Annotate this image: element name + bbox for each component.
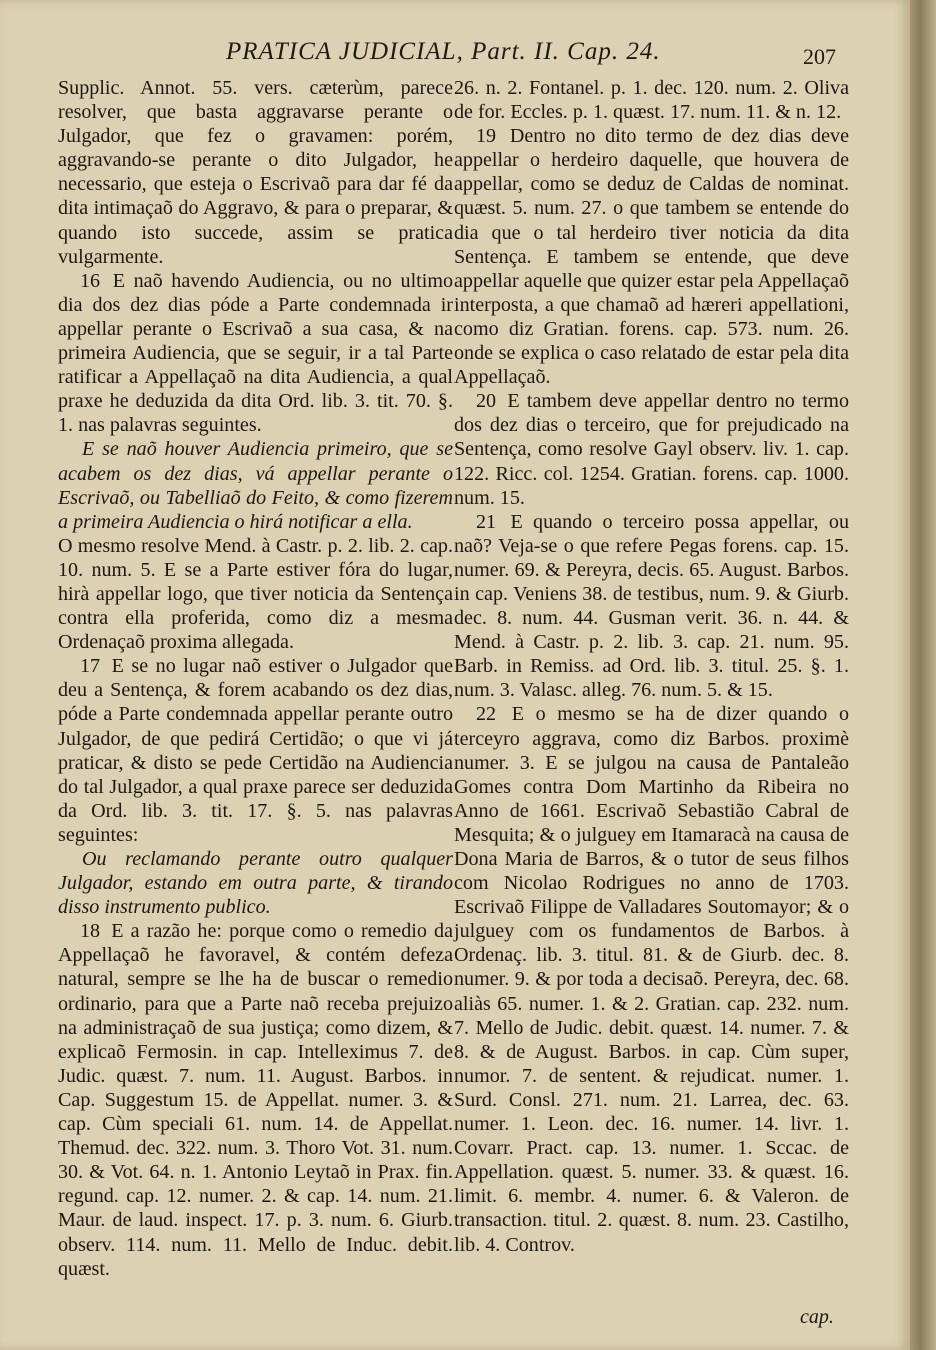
ordinance-quote: Ou reclamando perante outro qualquer Julgador, estando em outra parte, & tirando disso instrumento publico.: [58, 848, 453, 919]
paragraph-19: [454, 124, 849, 389]
ordinance-quote: E se naõ houver Audiencia primeiro, que se acabem os dez dias, vá appellar perante o Escrivaõ, ou Tabelliaõ do Feito, & como fizerem a primeira Audiencia o hirá notificar a ella.: [58, 438, 453, 533]
continued-paragraph: 26. n. 2. Fontanel. p. 1. dec. 120. num. 2. Oliva de for. Eccles. p. 1. quæst. 17. num. 11. & n. 12.: [454, 77, 849, 124]
paragraph-number: 17: [80, 655, 101, 678]
paragraph-text: E naõ havendo Audiencia, ou no ultimo dia dos dez dias póde a Parte condemnada ir appellar perante o Escrivaõ a sua casa, & na primeira Audiencia, que se seguir, ir a tal Parte ratificar a Appellaçaõ na dita Audiencia, a qual praxe he deduzida da dita Ord. lib. 3. tit. 70. §. 1. nas palavras seguintes.: [58, 269, 453, 437]
paragraph-text: E a razão he: porque como o remedio da Appellaçaõ he favoravel, & contém defeza natural, sempre se lhe ha de buscar o remedio ordinario, para que a Parte naõ receba prejuizo na administraçaõ de sua justiça; como dizem, & explicaõ Fermosin. in cap. Intelleximus 7. de Judic. quæst. 7. num. 11. August. Barbos. in Cap. Suggestum 15. de Appellat. numer. 3. & cap. Cùm speciali 61. num. 14. de Appellat. Themud. dec. 322. num. 3. Thoro Vot. 31. num. 30. & Vot. 64. n. 1. Antonio Leytaõ in Prax. fin. regund. cap. 12. numer. 2. & cap. 14. num. 21. Maur. de laud. inspect. 17. p. 3. num. 6. Giurb. observ. 114. num. 11. Mello de Induc. debit. quæst.: [58, 920, 453, 1280]
left-column: [58, 76, 453, 1281]
paragraph-20: [454, 389, 849, 509]
paragraph-text: E tambem deve appellar dentro no termo dos dez dias o terceiro, que for prejudicado na Sentença, como resolve Gayl observ. liv. 1. cap. 122. Ricc. col. 1254. Gratian. forens. cap. 1000. num. 15.: [454, 390, 849, 509]
paragraph-text: Dentro no dito termo de dez dias deve appellar o herdeiro daquelle, que houvera de appellar, como se deduz de Caldas de nominat. quæst. 5. num. 27. o que tambem se entende do dia que o tal herdeiro tiver noticia da dita Sentença. E tambem se entende, que deve appellar aquelle que quizer estar pela Appellaçaõ interposta, a que chamaõ ad hæreri appellationi, como diz Gratian. forens. cap. 573. num. 26. onde se explica o caso relatado de estar pela dita Appellaçaõ.: [454, 125, 849, 389]
book-edge: [910, 0, 936, 1350]
paragraph-number: 18: [80, 920, 101, 943]
paragraph-text: E se no lugar naõ estiver o Julgador que deu a Sentença, & forem acabando os dez dias, póde a Parte condemnada appellar perante outro Julgador, de que pedirá Certidão; o que vi já praticar, & disto se pede Certidão na Audiencia do tal Julgador, a qual praxe parece ser deduzida da Ord. lib. 3. tit. 17. §. 5. nas palavras seguintes:: [58, 655, 453, 846]
paragraph-17: [58, 654, 453, 847]
paragraph-16: [58, 269, 453, 438]
paragraph-number: 16: [80, 269, 101, 292]
paragraph-number: 19: [476, 125, 497, 148]
page-header: [36, 38, 836, 72]
continued-paragraph: Supplic. Annot. 55. vers. cæterùm, parece resolver, que basta aggravarse perante o Julgador, que fez o gravamen: porém, aggravando-se perante o dito Julgador, he necessario, que esteja o Escrivaõ para dar fé da dita intimaçaõ do Aggravo, & para o preparar, & quando isto succede, assim se pratica vulgarmente.: [58, 77, 453, 268]
catchword: cap.: [800, 1306, 834, 1328]
paragraph-16-continuation: O mesmo resolve Mend. à Castr. p. 2. lib. 2. cap. 10. num. 5. E se a Parte estiver fóra do lugar, hirà appellar logo, que tiver noticia da Sentença contra ella proferida, como diz a mesma Ordenaçaõ proxima allegada.: [58, 534, 453, 654]
paragraph-21: [454, 510, 849, 703]
right-column: [454, 76, 849, 1257]
running-head: PRATICA JUDICIAL, Part. II. Cap. 24.: [226, 38, 661, 65]
paragraph-text: E o mesmo se ha de dizer quando o terceyro aggrava, como diz Barbos. proximè numer. 3. E se julgou na causa de Pantaleão Gomes contra Dom Martinho da Ribeira no Anno de 1661. Escrivaõ Sebastião Cabral de Mesquita; & o julguey em Itamaracà na causa de Dona Maria de Barros, & o tutor de seus filhos com Nicolao Rodrigues no anno de 1703. Escrivaõ Filippe de Valladares Soutomayor; & o julguey com os fundamentos de Barbos. à Ordenaç. lib. 3. titul. 81. & de Giurb. dec. 8. numer. 9. & por toda a decisaõ. Pereyra, dec. 68. aliàs 65. numer. 1. & 2. Gratian. cap. 232. num. 7. Mello de Judic. debit. quæst. 14. numer. 7. & 8. & de August. Barbos. in cap. Cùm super, numor. 7. de sentent. & rejudicat. numer. 1. Surd. Consl. 271. num. 21. Larrea, dec. 63. numer. 1. Leon. dec. 16. numer. 14. livr. 1. Covarr. Pract. cap. 13. numer. 1. Sccac. de Appellation. quæst. 5. numer. 33. & quæst. 16. limit. 6. membr. 4. numer. 6. & Valeron. de transaction. titul. 2. quæst. 8. num. 23. Castilho, lib. 4. Controv.: [454, 703, 849, 1256]
page-number: 207: [803, 44, 836, 69]
paragraph-number: 22: [476, 703, 497, 726]
paragraph-number: 21: [476, 510, 497, 533]
paragraph-number: 20: [476, 390, 497, 413]
paragraph-22: [454, 702, 849, 1256]
paragraph-text: E quando o terceiro possa appellar, ou naõ? Veja-se o que refere Pegas forens. cap. 15. numer. 69. & Pereyra, decis. 65. August. Barbos. in cap. Veniens 38. de testibus, num. 9. & Giurb. dec. 8. num. 44. Gusman verit. 36. n. 44. & Mend. à Castr. p. 2. lib. 3. cap. 21. num. 95. Barb. in Remiss. ad Ord. lib. 3. titul. 25. §. 1. num. 3. Valasc. alleg. 76. num. 5. & 15.: [454, 510, 849, 702]
paragraph-18: [58, 919, 453, 1280]
